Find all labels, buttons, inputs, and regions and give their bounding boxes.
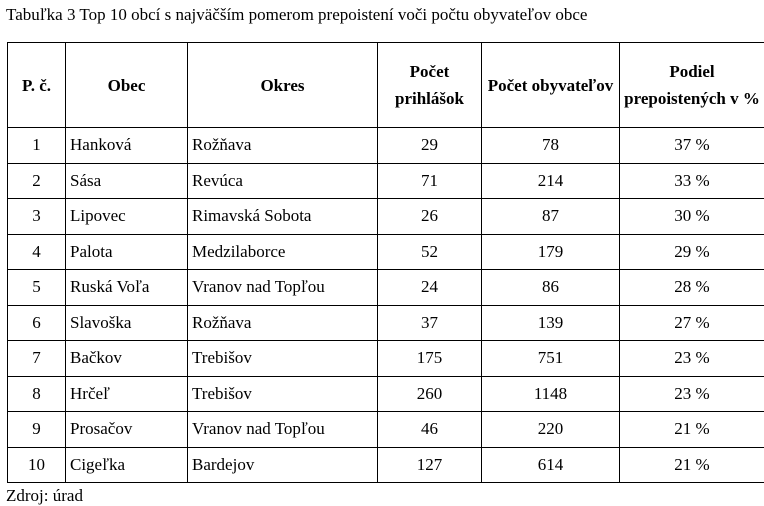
cell-population: 87 <box>482 199 620 235</box>
cell-no: 5 <box>8 270 66 306</box>
table-row <box>8 128 764 164</box>
cell-population: 220 <box>482 412 620 448</box>
cell-share: 21 % <box>620 412 764 448</box>
cell-population: 78 <box>482 128 620 164</box>
cell-population: 214 <box>482 163 620 199</box>
cell-no: 6 <box>8 305 66 341</box>
cell-applications: 29 <box>378 128 482 164</box>
cell-applications: 175 <box>378 341 482 377</box>
cell-town: Palota <box>66 234 188 270</box>
table-row <box>8 270 764 306</box>
cell-population: 751 <box>482 341 620 377</box>
table-row <box>8 412 764 448</box>
header-cell-town: Obec <box>66 43 188 128</box>
table-row <box>8 305 764 341</box>
cell-share: 28 % <box>620 270 764 306</box>
cell-applications: 24 <box>378 270 482 306</box>
cell-share: 30 % <box>620 199 764 235</box>
cell-district: Rožňava <box>188 128 378 164</box>
header-cell-population: Počet obyvateľov <box>482 43 620 128</box>
cell-no: 3 <box>8 199 66 235</box>
cell-share: 29 % <box>620 234 764 270</box>
cell-population: 86 <box>482 270 620 306</box>
cell-district: Bardejov <box>188 447 378 483</box>
cell-town: Slavoška <box>66 305 188 341</box>
cell-applications: 46 <box>378 412 482 448</box>
cell-no: 4 <box>8 234 66 270</box>
cell-population: 614 <box>482 447 620 483</box>
table-row <box>8 163 764 199</box>
cell-population: 139 <box>482 305 620 341</box>
cell-town: Cigeľka <box>66 447 188 483</box>
header-cell-no: P. č. <box>8 43 66 128</box>
cell-applications: 260 <box>378 376 482 412</box>
table-row <box>8 234 764 270</box>
cell-share: 23 % <box>620 341 764 377</box>
cell-town: Sása <box>66 163 188 199</box>
cell-town: Hanková <box>66 128 188 164</box>
cell-share: 23 % <box>620 376 764 412</box>
data-table <box>7 42 764 483</box>
cell-share: 33 % <box>620 163 764 199</box>
cell-no: 10 <box>8 447 66 483</box>
cell-no: 8 <box>8 376 66 412</box>
cell-town: Ruská Voľa <box>66 270 188 306</box>
table-row <box>8 341 764 377</box>
cell-applications: 52 <box>378 234 482 270</box>
header-row <box>8 43 764 128</box>
table-caption: Tabuľka 3 Top 10 obcí s najväčším pomerom prepoistení voči počtu obyvateľov obce <box>6 5 588 24</box>
cell-applications: 37 <box>378 305 482 341</box>
header-cell-applications: Počet prihlášok <box>378 43 482 128</box>
cell-district: Vranov nad Topľou <box>188 412 378 448</box>
cell-town: Hrčeľ <box>66 376 188 412</box>
cell-district: Trebišov <box>188 341 378 377</box>
cell-share: 21 % <box>620 447 764 483</box>
cell-district: Rožňava <box>188 305 378 341</box>
cell-district: Medzilaborce <box>188 234 378 270</box>
source-note: Zdroj: úrad <box>6 486 83 505</box>
cell-district: Trebišov <box>188 376 378 412</box>
table-row <box>8 199 764 235</box>
cell-population: 179 <box>482 234 620 270</box>
header-cell-district: Okres <box>188 43 378 128</box>
cell-applications: 127 <box>378 447 482 483</box>
cell-town: Prosačov <box>66 412 188 448</box>
cell-no: 1 <box>8 128 66 164</box>
cell-district: Rimavská Sobota <box>188 199 378 235</box>
cell-population: 1148 <box>482 376 620 412</box>
table-row <box>8 376 764 412</box>
cell-share: 27 % <box>620 305 764 341</box>
cell-share: 37 % <box>620 128 764 164</box>
cell-town: Bačkov <box>66 341 188 377</box>
cell-district: Vranov nad Topľou <box>188 270 378 306</box>
cell-applications: 26 <box>378 199 482 235</box>
table-row <box>8 447 764 483</box>
cell-no: 9 <box>8 412 66 448</box>
cell-applications: 71 <box>378 163 482 199</box>
cell-no: 2 <box>8 163 66 199</box>
header-cell-share: Podiel prepoistených v % <box>620 43 764 128</box>
cell-no: 7 <box>8 341 66 377</box>
cell-town: Lipovec <box>66 199 188 235</box>
cell-district: Revúca <box>188 163 378 199</box>
